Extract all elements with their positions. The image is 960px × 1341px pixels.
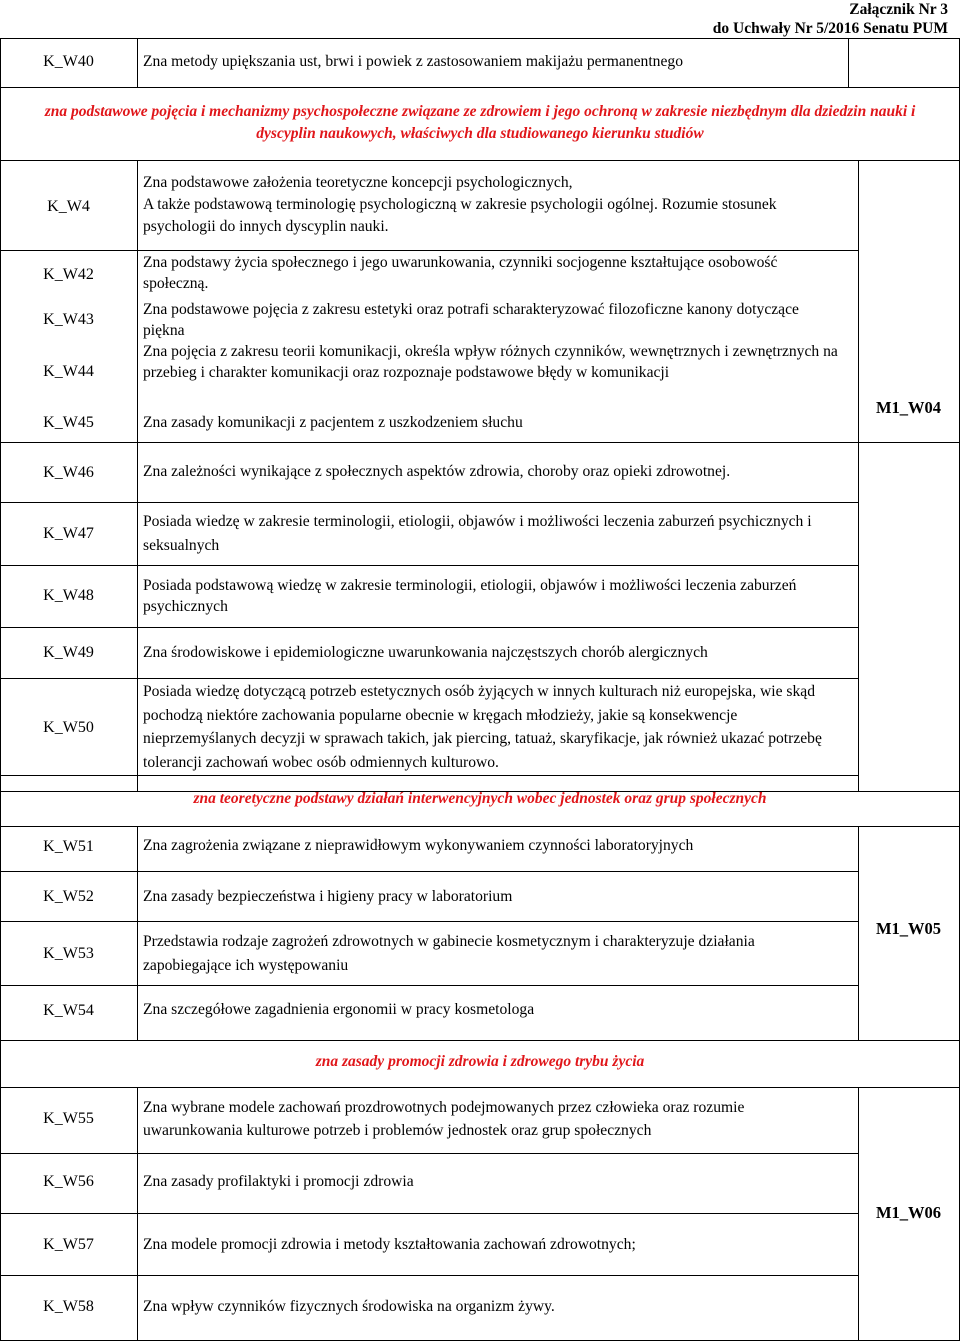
outcome-code: M1_W04 xyxy=(875,398,942,417)
row-code: K_W57 xyxy=(43,1236,94,1253)
row-code: K_W55 xyxy=(43,1110,94,1127)
section-heading: zna zasady promocji zdrowia i zdrowego trybu życia xyxy=(315,1053,645,1070)
row-code: K_W46 xyxy=(43,464,94,481)
row-text: Zna podstawowe pojęcia z zakresu estetyki oraz potrafi scharakteryzować filozoficzne kanony dotyczące piękna xyxy=(143,301,799,339)
outcome-code: M1_W06 xyxy=(875,1203,942,1222)
row-text: Zna zasady bezpieczeństwa i higieny pracy w laboratorium xyxy=(143,888,513,905)
row-code: K_W43 xyxy=(43,311,94,328)
row-text: Zna pojęcia z zakresu teorii komunikacji, określa wpływ różnych czynników, wewnętrznych i zewnętrznych na przebieg i charakter komunikacji oraz rozpoznaje podstawowe błędy w komunikacji xyxy=(143,343,838,381)
row-code: K_W45 xyxy=(43,414,94,431)
row-code: K_W50 xyxy=(43,719,94,736)
row-text: Zna wpływ czynników fizycznych środowiska na organizm żywy. xyxy=(143,1298,555,1315)
row-code: K_W40 xyxy=(43,53,94,70)
row-code: K_W4 xyxy=(47,198,90,215)
row-text: Zna metody upiększania ust, brwi i powiek z zastosowaniem makijażu permanentnego xyxy=(143,53,683,70)
row-text: Zna wybrane modele zachowań prozdrowotnych podejmowanych przez człowieka oraz rozumie uwarunkowania kulturowe potrzeb i problemów jednostek oraz grup społecznych xyxy=(143,1099,745,1139)
section-heading: zna podstawowe pojęcia i mechanizmy psychospołeczne związane ze zdrowiem i jego ochroną w zakresie niezbędnym dla dziedzin nauki i dyscyplin naukowych, właściwych dla studiowanego kierunku studiów xyxy=(44,103,916,142)
row-code: K_W49 xyxy=(43,644,94,661)
row-code: K_W51 xyxy=(43,838,94,855)
resolution-reference: do Uchwały Nr 5/2016 Senatu PUM xyxy=(712,20,948,37)
section-heading: zna teoretyczne podstawy działań interwencyjnych wobec jednostek oraz grup społecznych xyxy=(193,790,767,807)
row-text: Zna podstawowe założenia teoretyczne koncepcji psychologicznych, A także podstawową terminologię psychologiczną w zakresie psychologii ogólnej. Rozumie stosunek psychologii do innych dyscyplin nauki. xyxy=(143,174,777,235)
row-code: K_W48 xyxy=(43,587,94,604)
row-text: Zna zasady profilaktyki i promocji zdrowia xyxy=(143,1173,414,1190)
row-text: Zna środowiskowe i epidemiologiczne uwarunkowania najczęstszych chorób alergicznych xyxy=(143,644,708,661)
row-text: Posiada podstawową wiedzę w zakresie terminologii, etiologii, objawów i możliwości leczenia zaburzeń psychicznych xyxy=(143,577,797,615)
row-text: Posiada wiedzę dotyczącą potrzeb estetycznych osób żyjących w innych kulturach niż europejska, wie skąd pochodzą niektóre zachowania popularne obecnie w kręgach młodzieży, jakie są konsekwencje nieprzemyślanych decyzji w sprawach takich, jak piercing, tatuaż, skaryfikacje, jak również ukazać potrzebę tolerancji zachowań wobec osób odmiennych kulturowo. xyxy=(143,683,822,771)
row-text: Zna podstawy życia społecznego i jego uwarunkowania, czynniki socjogenne kształtujące osobowość społeczną. xyxy=(143,254,778,292)
outcome-code: M1_W05 xyxy=(875,919,942,938)
row-text: Zna modele promocji zdrowia i metody kształtowania zachowań zdrowotnych; xyxy=(143,1236,636,1253)
row-code: K_W58 xyxy=(43,1298,94,1315)
row-code: K_W52 xyxy=(43,888,94,905)
row-code: K_W56 xyxy=(43,1173,94,1190)
row-text: Zna zależności wynikające z społecznych aspektów zdrowia, choroby oraz opieki zdrowotnej. xyxy=(143,463,731,480)
row-text: Zna szczegółowe zagadnienia ergonomii w pracy kosmetologa xyxy=(143,1001,535,1018)
row-code: K_W44 xyxy=(43,363,94,380)
row-code: K_W47 xyxy=(43,525,94,542)
row-text: Zna zasady komunikacji z pacjentem z uszkodzeniem słuchu xyxy=(143,414,523,431)
row-text: Przedstawia rodzaje zagrożeń zdrowotnych w gabinecie kosmetycznym i charakteryzuje działania zapobiegające ich występowaniu xyxy=(143,933,755,974)
row-text: Posiada wiedzę w zakresie terminologii, etiologii, objawów i możliwości leczenia zaburzeń psychicznych i seksualnych xyxy=(143,513,812,554)
row-code: K_W54 xyxy=(43,1002,94,1019)
row-code: K_W53 xyxy=(43,945,94,962)
annex-number: Załącznik Nr 3 xyxy=(849,1,948,18)
row-text: Zna zagrożenia związane z nieprawidłowym wykonywaniem czynności laboratoryjnych xyxy=(143,837,694,854)
row-code: K_W42 xyxy=(43,266,94,283)
